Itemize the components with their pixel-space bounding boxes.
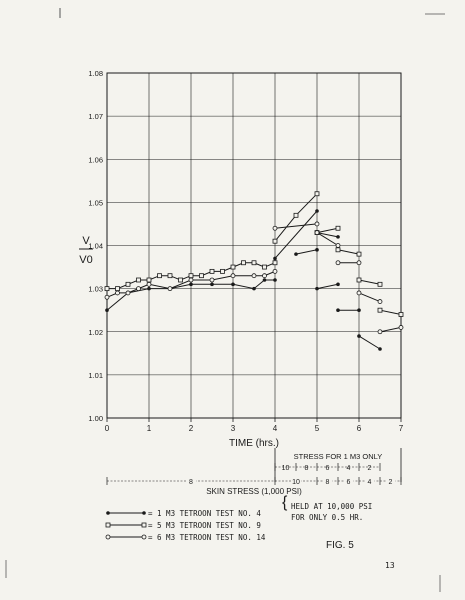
y-tick-label: 1.03 [88, 284, 103, 294]
legend-marker-square [106, 523, 110, 527]
stress-lower-value: 10 [292, 479, 300, 486]
data-point-square [189, 274, 193, 278]
series-line [296, 250, 317, 254]
data-point-circle [116, 291, 120, 295]
data-point-square [231, 265, 235, 269]
series-line [380, 327, 401, 331]
stress-axis-label: SKIN STRESS (1,000 PSI) [206, 487, 302, 496]
x-tick-label: 5 [314, 424, 320, 433]
data-point-square [273, 261, 277, 265]
data-point-square [336, 248, 340, 252]
x-axis-label: TIME (hrs.) [229, 438, 279, 449]
data-point-circle [231, 274, 235, 278]
series-line [275, 224, 317, 228]
data-point-circle [126, 291, 130, 295]
y-axis-label-denominator: V0 [79, 254, 93, 266]
data-point-dot [315, 209, 319, 213]
data-point-circle [315, 231, 319, 235]
stress-upper-value: 2 [367, 465, 372, 472]
series-line [359, 336, 380, 349]
data-point-square [168, 274, 172, 278]
data-point-dot [273, 257, 277, 261]
stress-lower-scale [107, 476, 401, 486]
data-point-circle [336, 261, 340, 265]
x-tick-label: 1 [146, 424, 152, 433]
legend-marker-circle [106, 535, 110, 539]
stress-upper-scale [275, 463, 380, 472]
data-point-dot [189, 283, 193, 287]
y-tick-label: 1.07 [88, 112, 103, 122]
legend-entry-test14: = 6 M3 TETROON TEST NO. 14 [148, 533, 266, 542]
data-point-square [357, 252, 361, 256]
legend-marker-square [142, 523, 146, 527]
grid [107, 73, 401, 418]
data-point-dot [252, 287, 256, 291]
data-point-circle [137, 287, 141, 291]
series-line [338, 250, 359, 254]
data-point-dot [357, 308, 361, 312]
x-tick-label: 4 [272, 424, 278, 433]
data-point-square [210, 269, 214, 273]
stress-upper-value: 4 [346, 465, 351, 472]
data-point-circle [273, 269, 277, 273]
legend-entry-test9: = 5 M3 TETROON TEST NO. 9 [148, 521, 261, 530]
series-line [317, 284, 338, 288]
x-tick-label: 3 [230, 424, 236, 433]
stress-upper-value: 6 [325, 465, 330, 472]
y-tick-label: 1.04 [88, 241, 103, 251]
data-point-square [273, 239, 277, 243]
data-point-square [242, 261, 246, 265]
series-line [317, 228, 338, 232]
data-point-square [378, 308, 382, 312]
data-point-circle [357, 291, 361, 295]
page-number: 13 [385, 561, 395, 570]
data-point-circle [252, 274, 256, 278]
data-point-square [116, 287, 120, 291]
data-point-circle [399, 325, 403, 329]
data-point-circle [315, 222, 319, 226]
data-point-circle [263, 274, 267, 278]
legend-entry-test4: = 1 M3 TETROON TEST NO. 4 [148, 509, 261, 518]
data-point-square [200, 274, 204, 278]
stress-upper-value: 10 [281, 465, 290, 472]
series-1 [105, 192, 403, 317]
data-point-dot [315, 287, 319, 291]
y-tick-label: 1.00 [88, 414, 103, 423]
stress-upper-value: 8 [304, 465, 309, 472]
stress-upper-title: STRESS FOR 1 M3 ONLY [293, 452, 383, 461]
y-tick-label: 1.01 [88, 370, 103, 380]
series-line [359, 293, 380, 302]
y-tick-label: 1.08 [88, 69, 103, 78]
data-point-circle [168, 287, 172, 291]
x-tick-label: 0 [104, 424, 110, 433]
data-point-circle [189, 278, 193, 282]
figure-label: FIG. 5 [326, 540, 354, 551]
series-line [359, 280, 380, 284]
data-point-dot [147, 287, 151, 291]
legend [106, 494, 372, 542]
data-point-square [378, 282, 382, 286]
data-point-square [252, 261, 256, 265]
data-point-circle [273, 226, 277, 230]
data-point-square [221, 269, 225, 273]
stress-lower-value: 8 [325, 479, 330, 486]
data-point-dot [336, 235, 340, 239]
data-point-square [147, 278, 151, 282]
data-point-circle [210, 278, 214, 282]
data-series [105, 192, 403, 351]
data-point-circle [105, 295, 109, 299]
data-point-square [336, 226, 340, 230]
stress-lower-value: 6 [346, 479, 351, 486]
data-point-dot [294, 252, 298, 256]
data-point-square [105, 287, 109, 291]
data-point-circle [147, 282, 151, 286]
data-point-square [294, 213, 298, 217]
data-point-square [263, 265, 267, 269]
data-point-circle [378, 330, 382, 334]
y-tick-labels [88, 69, 103, 423]
data-point-dot [357, 334, 361, 338]
data-point-circle [357, 261, 361, 265]
x-tick-label: 6 [356, 424, 362, 433]
data-point-square [126, 282, 130, 286]
stress-lower-value: 8 [189, 479, 193, 486]
data-point-dot [105, 308, 109, 312]
x-tick-label: 2 [188, 424, 194, 433]
y-tick-label: 1.02 [88, 327, 103, 337]
data-point-square [137, 278, 141, 282]
stress-lower-value: 4 [367, 479, 372, 486]
data-point-square [179, 278, 183, 282]
x-tick-label: 7 [398, 424, 404, 433]
data-point-dot [336, 283, 340, 287]
data-point-square [357, 278, 361, 282]
series-line [380, 310, 401, 314]
data-point-dot [315, 248, 319, 252]
data-point-dot [231, 283, 235, 287]
data-point-dot [210, 283, 214, 287]
y-tick-label: 1.05 [88, 198, 103, 208]
y-axis-label-numerator: V [82, 235, 90, 247]
legend-note-line2: FOR ONLY 0.5 HR. [291, 513, 364, 522]
data-point-square [158, 274, 162, 278]
legend-marker-circle [142, 535, 146, 539]
data-point-dot [336, 308, 340, 312]
data-point-circle [336, 244, 340, 248]
legend-brace: { [282, 494, 288, 511]
data-point-square [315, 192, 319, 196]
y-tick-label: 1.06 [88, 155, 103, 165]
data-point-dot [378, 347, 382, 351]
legend-marker-dot [106, 511, 110, 515]
legend-note-line1: HELD AT 10,000 PSI [291, 502, 373, 511]
stress-lower-value: 2 [388, 479, 393, 486]
x-tick-labels [105, 418, 404, 433]
data-point-square [399, 313, 403, 317]
data-point-circle [378, 300, 382, 304]
data-point-dot [273, 278, 277, 282]
data-point-dot [263, 278, 267, 282]
legend-marker-dot [142, 511, 146, 515]
